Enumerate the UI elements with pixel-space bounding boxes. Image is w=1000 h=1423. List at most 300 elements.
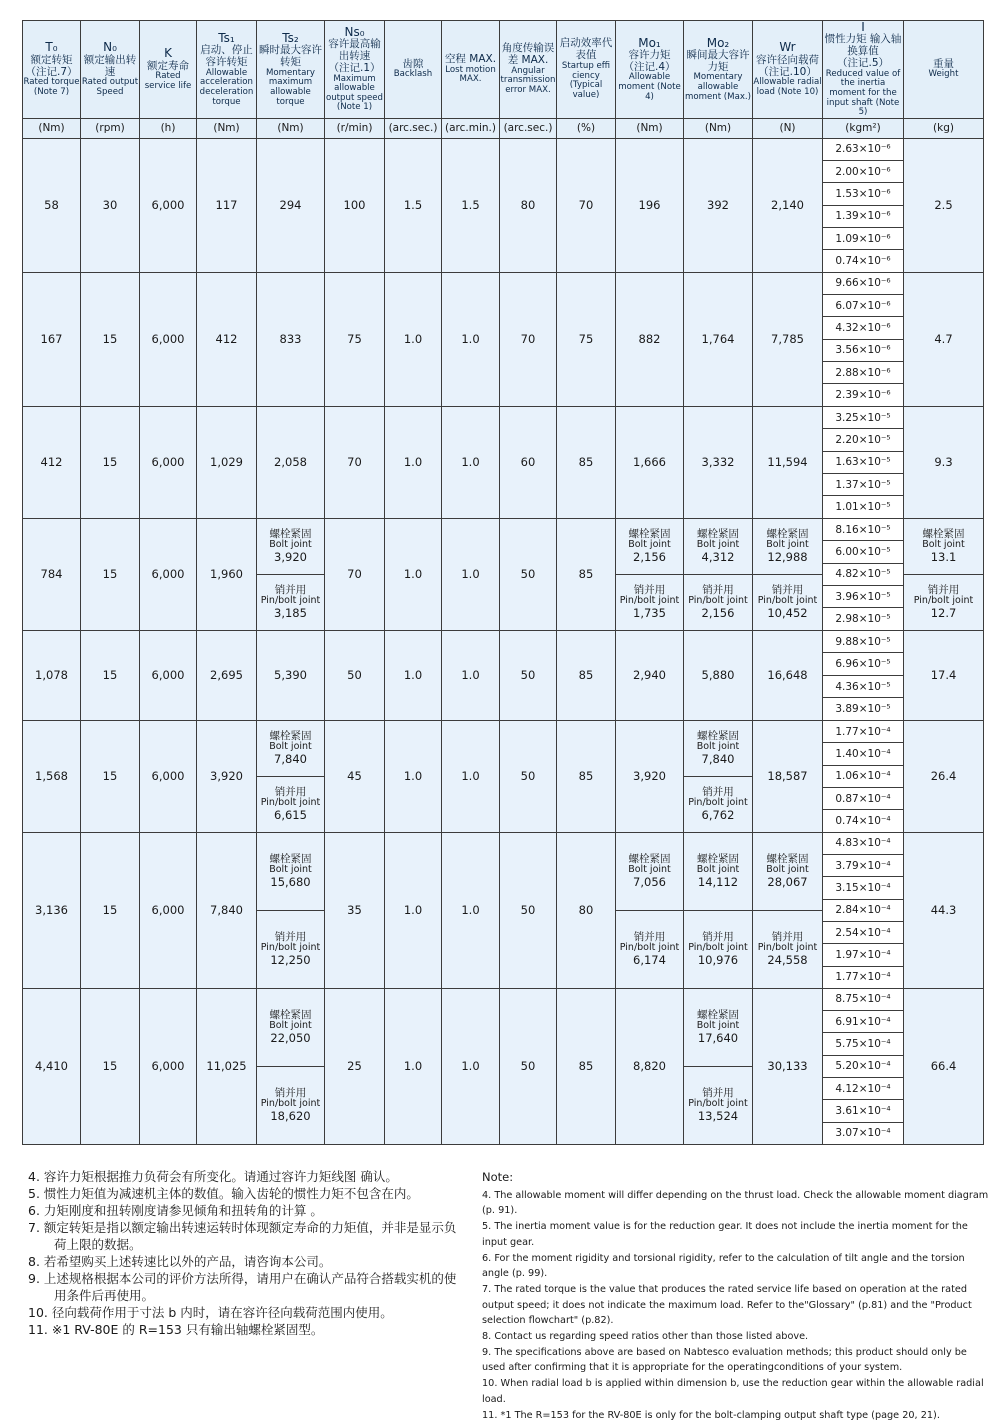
- momentary-moment-cell: 3,332: [684, 406, 753, 518]
- column-header: [23, 21, 81, 119]
- lost-motion-cell: 1.0: [442, 518, 500, 630]
- backlash-cell: 1.0: [385, 406, 442, 518]
- inertia-value: 1.01×10⁻⁵: [823, 496, 903, 517]
- weight-cell: 9.3: [904, 406, 984, 518]
- bolt-value: 7,840: [274, 752, 307, 767]
- inertia-value: 2.39×10⁻⁶: [823, 384, 903, 405]
- inertia-value: 2.88×10⁻⁶: [823, 362, 903, 384]
- angular-error-cell: 60: [500, 406, 557, 518]
- note-zh: 8. 若希望购买上述转速比以外的产品，请咨询本公司。: [28, 1254, 332, 1269]
- lost-motion-cell: 1.0: [442, 630, 500, 720]
- max-speed-cell: 50: [325, 630, 385, 720]
- allowable-moment-cell: 196: [616, 138, 684, 272]
- unit-cell: (arc.sec.): [385, 118, 442, 138]
- spec-table: [22, 20, 984, 1145]
- inertia-value: 9.88×10⁻⁵: [823, 631, 903, 654]
- efficiency-cell: 85: [557, 518, 616, 630]
- pin-label-zh: 销并用: [771, 584, 804, 597]
- inertia-value: 3.96×10⁻⁵: [823, 586, 903, 608]
- unit-cell: (Nm): [684, 118, 753, 138]
- bolt-label-zh: 螺栓紧固: [697, 730, 739, 743]
- bolt-joint-block: [628, 853, 671, 889]
- angular-error-cell: 80: [500, 138, 557, 272]
- weight-cell: 4.7: [904, 272, 984, 406]
- rated-speed-cell: 15: [81, 272, 140, 406]
- efficiency-cell: 70: [557, 138, 616, 272]
- efficiency-cell: 80: [557, 832, 616, 988]
- pin-joint-block: [261, 1087, 320, 1123]
- momentary-moment-cell: [684, 720, 753, 832]
- column-title-en: Momentary allowable moment (Max.): [684, 72, 752, 102]
- bolt-label-zh: 螺栓紧固: [766, 528, 809, 541]
- bolt-joint-block: [697, 1009, 740, 1045]
- allowable-moment-cell: 882: [616, 272, 684, 406]
- service-life-cell: 6,000: [140, 406, 197, 518]
- column-title-zh: 重量: [933, 57, 954, 70]
- rated-torque-cell: 1,568: [23, 720, 81, 832]
- bolt-label-zh: 螺栓紧固: [269, 730, 312, 743]
- pin-joint-block: [261, 584, 320, 620]
- momentary-torque-cell: 2,058: [257, 406, 325, 518]
- bolt-label-en: Bolt joint: [628, 864, 671, 876]
- rated-torque-cell: 4,410: [23, 988, 81, 1144]
- inertia-value: 1.06×10⁻⁴: [823, 766, 903, 788]
- inertia-value: 1.63×10⁻⁵: [823, 452, 903, 474]
- bolt-label-zh: 螺栓紧固: [628, 528, 671, 541]
- pin-joint-block: [261, 931, 320, 967]
- bolt-value: 22,050: [270, 1031, 311, 1046]
- column-note: （注记.10）: [758, 65, 817, 78]
- column-title-en: Startup effi ciency (Typical value): [561, 60, 611, 100]
- inertia-value: 8.16×10⁻⁵: [823, 519, 903, 541]
- pin-value: 12.7: [930, 606, 957, 621]
- service-life-cell: 6,000: [140, 720, 197, 832]
- inertia-value: 5.20×10⁻⁴: [823, 1056, 903, 1078]
- bolt-label-en: Bolt joint: [269, 864, 312, 876]
- pin-label-zh: 销并用: [927, 584, 960, 597]
- column-header: [325, 21, 385, 119]
- radial-load-cell: 30,133: [753, 988, 823, 1144]
- pin-value: 13,524: [697, 1109, 739, 1124]
- column-symbol: K: [164, 46, 172, 61]
- service-life-cell: 6,000: [140, 518, 197, 630]
- column-title-zh: 启动效率代表值: [559, 37, 613, 62]
- inertia-value: 0.74×10⁻⁶: [823, 250, 903, 271]
- bolt-label-zh: 螺栓紧固: [697, 1009, 739, 1022]
- bolt-joint-block: [922, 528, 965, 564]
- accel-torque-cell: 7,840: [197, 832, 257, 988]
- momentary-moment-cell: 1,764: [684, 272, 753, 406]
- table-row: [23, 138, 984, 272]
- bolt-value: 28,067: [767, 875, 808, 890]
- note-en: 11. *1 The R=153 for the RV-80E is only for the bolt-clamping output shaft type (page 20, 21).: [482, 1409, 940, 1421]
- inertia-value: 3.61×10⁻⁴: [823, 1100, 903, 1122]
- pin-label-en: Pin/bolt joint: [757, 595, 818, 607]
- rated-speed-cell: 15: [81, 720, 140, 832]
- inertia-value: 4.83×10⁻⁴: [823, 833, 903, 855]
- note-en: 8. Contact us regarding speed ratios other than those listed above.: [482, 1331, 809, 1343]
- pin-label-en: Pin/bolt joint: [260, 942, 321, 954]
- pin-label-zh: 销并用: [274, 584, 307, 597]
- rated-torque-cell: 3,136: [23, 832, 81, 988]
- accel-torque-cell: 11,025: [197, 988, 257, 1144]
- max-speed-cell: 100: [325, 138, 385, 272]
- rated-torque-cell: 1,078: [23, 630, 81, 720]
- radial-load-cell: 7,785: [753, 272, 823, 406]
- efficiency-cell: 85: [557, 630, 616, 720]
- momentary-torque-cell: [257, 832, 325, 988]
- column-header: [257, 21, 325, 119]
- max-speed-cell: 70: [325, 518, 385, 630]
- radial-load-cell: [753, 518, 823, 630]
- unit-cell: (rpm): [81, 118, 140, 138]
- momentary-torque-cell: 294: [257, 138, 325, 272]
- weight-cell: 2.5: [904, 138, 984, 272]
- pin-label-zh: 销并用: [274, 931, 307, 944]
- notes-chinese: [28, 1168, 458, 1338]
- service-life-cell: 6,000: [140, 832, 197, 988]
- pin-label-zh: 销并用: [771, 931, 804, 944]
- pin-label-en: Pin/bolt joint: [913, 595, 974, 607]
- efficiency-cell: 85: [557, 988, 616, 1144]
- inertia-value: 4.12×10⁻⁴: [823, 1078, 903, 1100]
- column-header: [753, 21, 823, 119]
- column-title-en: Allowable radial load (Note 10): [753, 77, 822, 97]
- column-title-zh: 空程 MAX.: [444, 52, 497, 65]
- table-row: [23, 272, 984, 406]
- column-title-en: Allowable acceleration deceleration torque: [199, 67, 254, 107]
- weight-cell: [904, 518, 984, 630]
- momentary-moment-cell: 392: [684, 138, 753, 272]
- allowable-moment-cell: [616, 832, 684, 988]
- efficiency-cell: 85: [557, 406, 616, 518]
- bolt-label-en: Bolt joint: [922, 539, 965, 551]
- column-symbol: Wr: [779, 40, 796, 55]
- inertia-value: 1.09×10⁻⁶: [823, 228, 903, 250]
- momentary-torque-cell: [257, 988, 325, 1144]
- note-en: 10. When radial load b is applied within dimension b, use the reduction gear within the allowable radial load.: [482, 1378, 984, 1405]
- unit-cell: (N): [753, 118, 823, 138]
- bolt-label-en: Bolt joint: [269, 741, 312, 753]
- pin-label-zh: 销并用: [702, 1087, 734, 1100]
- pin-joint-block: [620, 931, 679, 967]
- bolt-label-zh: 螺栓紧固: [269, 1009, 312, 1022]
- inertia-cell: [823, 832, 904, 988]
- accel-torque-cell: 1,960: [197, 518, 257, 630]
- bolt-joint-block: [697, 853, 740, 889]
- bolt-joint-block: [269, 1009, 312, 1045]
- column-title-en: Maximum allowable output speed (Note 1): [325, 73, 384, 113]
- momentary-torque-cell: [257, 518, 325, 630]
- table-row: [23, 518, 984, 630]
- pin-joint-block: [688, 1087, 747, 1123]
- pin-joint-block: [758, 584, 817, 620]
- column-title-zh: 瞬间最大容许力矩: [686, 48, 750, 73]
- bolt-label-en: Bolt joint: [696, 864, 740, 876]
- inertia-value: 4.82×10⁻⁵: [823, 564, 903, 586]
- accel-torque-cell: 1,029: [197, 406, 257, 518]
- pin-label-en: Pin/bolt joint: [688, 797, 748, 809]
- inertia-value: 4.36×10⁻⁵: [823, 676, 903, 699]
- unit-cell: (kg): [904, 118, 984, 138]
- column-title-en: Rated output Speed: [81, 77, 139, 97]
- inertia-value: 6.07×10⁻⁶: [823, 295, 903, 317]
- rated-speed-cell: 15: [81, 832, 140, 988]
- allowable-moment-cell: 2,940: [616, 630, 684, 720]
- momentary-moment-cell: [684, 988, 753, 1144]
- unit-cell: (%): [557, 118, 616, 138]
- note-zh: 5. 惯性力矩值为减速机主体的数值。输入齿轮的惯性力矩不包含在内。: [28, 1186, 419, 1201]
- pin-joint-block: [620, 584, 679, 620]
- bolt-value: 7,840: [701, 752, 735, 767]
- pin-label-en: Pin/bolt joint: [688, 942, 748, 954]
- column-title-en: Lost motion MAX.: [445, 64, 496, 85]
- bolt-label-en: Bolt joint: [696, 1020, 740, 1032]
- inertia-value: 5.75×10⁻⁴: [823, 1033, 903, 1055]
- radial-load-cell: 11,594: [753, 406, 823, 518]
- bolt-label-zh: 螺栓紧固: [766, 853, 809, 866]
- pin-label-zh: 销并用: [702, 786, 734, 799]
- pin-label-en: Pin/bolt joint: [688, 1098, 748, 1110]
- accel-torque-cell: 117: [197, 138, 257, 272]
- bolt-label-en: Bolt joint: [269, 539, 312, 551]
- bolt-joint-block: [269, 853, 312, 889]
- note-en: 9. The specifications above are based on Nabtesco evaluation methods; this product should only be used after confirming that it is appropriate for the operatingconditions of your system.: [482, 1346, 967, 1374]
- column-symbol: Mo₂: [706, 35, 730, 50]
- column-title-zh: 齿隙: [402, 57, 424, 70]
- table-row: [23, 720, 984, 832]
- efficiency-cell: 75: [557, 272, 616, 406]
- note-zh: 9. 上述规格根据本公司的评价方法所得，请用户在确认产品符合搭载实机的使用条件后再使用。: [28, 1271, 457, 1303]
- column-title-en: Allowable moment (Note 4): [618, 72, 681, 102]
- bolt-joint-block: [269, 730, 312, 766]
- backlash-cell: 1.0: [385, 630, 442, 720]
- column-title-en: Momentary maximum allowable torque: [265, 67, 316, 107]
- bolt-label-zh: 螺栓紧固: [697, 528, 739, 541]
- column-title-zh: 额定转矩: [30, 53, 73, 66]
- header-row: [23, 21, 984, 119]
- pin-label-en: Pin/bolt joint: [757, 942, 818, 954]
- rated-torque-cell: 167: [23, 272, 81, 406]
- pin-joint-block: [688, 584, 747, 620]
- table-row: [23, 630, 984, 720]
- notes-title: Note:: [482, 1170, 514, 1184]
- inertia-cell: [823, 720, 904, 832]
- unit-cell: (Nm): [257, 118, 325, 138]
- pin-value: 1,735: [633, 606, 666, 621]
- bolt-value: 15,680: [270, 875, 311, 890]
- column-title-en: Reduced value of the inertia moment for the input shaft (Note 5): [825, 68, 901, 118]
- bolt-label-zh: 螺栓紧固: [697, 853, 739, 866]
- bolt-label-zh: 螺栓紧固: [922, 528, 965, 541]
- angular-error-cell: 50: [500, 988, 557, 1144]
- column-symbol: Ns₀: [344, 24, 365, 39]
- allowable-moment-cell: 1,666: [616, 406, 684, 518]
- rated-speed-cell: 30: [81, 138, 140, 272]
- pin-value: 12,250: [270, 953, 311, 968]
- column-title-en: Weight: [928, 69, 959, 80]
- pin-value: 18,620: [270, 1109, 311, 1124]
- accel-torque-cell: 412: [197, 272, 257, 406]
- column-symbol: T₀: [45, 40, 58, 55]
- efficiency-cell: 85: [557, 720, 616, 832]
- column-symbol: I: [861, 20, 865, 34]
- lost-motion-cell: 1.0: [442, 988, 500, 1144]
- pin-label-zh: 销并用: [702, 584, 734, 597]
- bolt-value: 7,056: [633, 875, 666, 890]
- column-symbol: Mo₁: [638, 35, 661, 50]
- bolt-label-en: Bolt joint: [766, 864, 809, 876]
- pin-value: 3,185: [274, 606, 307, 621]
- table-row: [23, 988, 984, 1144]
- inertia-value: 2.84×10⁻⁴: [823, 900, 903, 922]
- inertia-value: 1.37×10⁻⁵: [823, 474, 903, 496]
- bolt-label-en: Bolt joint: [766, 539, 809, 551]
- rated-torque-cell: 412: [23, 406, 81, 518]
- rated-torque-cell: 784: [23, 518, 81, 630]
- pin-value: 10,452: [767, 606, 808, 621]
- inertia-value: 1.97×10⁻⁴: [823, 944, 903, 966]
- pin-joint-block: [261, 786, 320, 822]
- pin-label-en: Pin/bolt joint: [619, 942, 680, 954]
- pin-label-en: Pin/bolt joint: [688, 595, 748, 607]
- inertia-value: 0.87×10⁻⁴: [823, 788, 903, 810]
- pin-joint-block: [688, 786, 747, 822]
- accel-torque-cell: 2,695: [197, 630, 257, 720]
- inertia-value: 4.32×10⁻⁶: [823, 317, 903, 339]
- bolt-value: 17,640: [697, 1031, 739, 1046]
- column-title-zh: 容许径向载荷: [756, 53, 819, 66]
- radial-load-cell: 2,140: [753, 138, 823, 272]
- bolt-value: 13.1: [930, 550, 957, 565]
- column-header: [823, 21, 904, 119]
- inertia-value: 6.96×10⁻⁵: [823, 653, 903, 676]
- bolt-joint-block: [697, 528, 740, 564]
- bolt-label-en: Bolt joint: [696, 741, 740, 753]
- rated-speed-cell: 15: [81, 988, 140, 1144]
- pin-label-zh: 销并用: [702, 931, 734, 944]
- backlash-cell: 1.0: [385, 518, 442, 630]
- inertia-value: 8.75×10⁻⁴: [823, 989, 903, 1011]
- pin-value: 6,762: [701, 808, 735, 823]
- note-zh: 7. 额定转矩是指以额定输出转速运转时体现额定寿命的力矩值，并非是显示负荷上限的数据。: [28, 1220, 457, 1252]
- inertia-value: 3.25×10⁻⁵: [823, 407, 903, 429]
- pin-label-en: Pin/bolt joint: [619, 595, 680, 607]
- bolt-label-en: Bolt joint: [696, 539, 740, 551]
- momentary-moment-cell: [684, 832, 753, 988]
- column-title-en: Backlash: [393, 69, 433, 80]
- inertia-value: 3.07×10⁻⁴: [823, 1123, 903, 1144]
- bolt-label-en: Bolt joint: [628, 539, 671, 551]
- bolt-value: 4,312: [701, 550, 735, 565]
- units-row: [23, 118, 984, 138]
- allowable-moment-cell: [616, 518, 684, 630]
- inertia-value: 9.66×10⁻⁶: [823, 273, 903, 295]
- inertia-value: 3.89×10⁻⁵: [823, 698, 903, 720]
- angular-error-cell: 50: [500, 720, 557, 832]
- pin-joint-block: [688, 931, 747, 967]
- inertia-value: 0.74×10⁻⁴: [823, 810, 903, 831]
- pin-label-en: Pin/bolt joint: [260, 797, 321, 809]
- rated-speed-cell: 15: [81, 406, 140, 518]
- bolt-joint-block: [766, 528, 809, 564]
- allowable-moment-cell: 8,820: [616, 988, 684, 1144]
- notes-english: [482, 1170, 990, 1423]
- column-title-zh: 额定输出转速: [83, 53, 137, 78]
- column-title-en: Rated torque (Note 7): [23, 77, 80, 97]
- pin-value: 2,156: [701, 606, 735, 621]
- rated-speed-cell: 15: [81, 630, 140, 720]
- column-header: [684, 21, 753, 119]
- column-header: [904, 21, 984, 119]
- column-symbol: Ts₁: [218, 30, 235, 45]
- weight-cell: 66.4: [904, 988, 984, 1144]
- column-title-zh: 容许力矩: [628, 48, 671, 61]
- inertia-value: 1.39×10⁻⁶: [823, 206, 903, 228]
- unit-cell: (Nm): [197, 118, 257, 138]
- table-row: [23, 406, 984, 518]
- column-title-zh: 惯性力矩 输入轴换算值: [824, 33, 902, 58]
- column-note: （注记.4）: [623, 60, 676, 73]
- angular-error-cell: 50: [500, 518, 557, 630]
- momentary-torque-cell: [257, 720, 325, 832]
- lost-motion-cell: 1.0: [442, 832, 500, 988]
- bolt-label-zh: 螺栓紧固: [269, 853, 312, 866]
- pin-label-en: Pin/bolt joint: [260, 1098, 321, 1110]
- pin-label-zh: 销并用: [633, 584, 666, 597]
- unit-cell: (Nm): [23, 118, 81, 138]
- inertia-value: 1.53×10⁻⁶: [823, 183, 903, 205]
- column-title-en: Angular transmission error MAX.: [500, 65, 556, 95]
- inertia-value: 2.63×10⁻⁶: [823, 139, 903, 161]
- note-en: 7. The rated torque is the value that produces the rated service life based on operation at the rated output speed; it does not indicate the maximum load. Refer to the"Glossary" (p.81) and the "Product selection flowchart" (p.82).: [482, 1283, 972, 1327]
- bolt-joint-block: [269, 528, 312, 564]
- inertia-cell: [823, 272, 904, 406]
- pin-label-zh: 销并用: [274, 1087, 307, 1100]
- column-note: （注记.1）: [328, 61, 381, 74]
- column-header: [197, 21, 257, 119]
- inertia-cell: [823, 630, 904, 720]
- lost-motion-cell: 1.5: [442, 138, 500, 272]
- max-speed-cell: 25: [325, 988, 385, 1144]
- bolt-value: 2,156: [633, 550, 666, 565]
- column-header: [385, 21, 442, 119]
- note-zh: 10. 径向载荷作用于寸法 b 内时，请在容许径向载荷范围内使用。: [28, 1305, 393, 1320]
- bolt-joint-block: [697, 730, 740, 766]
- inertia-cell: [823, 518, 904, 630]
- service-life-cell: 6,000: [140, 988, 197, 1144]
- bolt-joint-block: [766, 853, 809, 889]
- note-zh: 6. 力矩刚度和扭转刚度请参见倾角和扭转角的计算 。: [28, 1203, 323, 1218]
- bolt-joint-block: [628, 528, 671, 564]
- pin-joint-block: [914, 584, 973, 620]
- bolt-value: 12,988: [767, 550, 808, 565]
- bolt-label-en: Bolt joint: [269, 1020, 312, 1032]
- note-en: 4. The allowable moment will differ depending on the thrust load. Check the allowable moment diagram (p. 91).: [482, 1189, 989, 1217]
- unit-cell: (kgm²): [823, 118, 904, 138]
- radial-load-cell: [753, 832, 823, 988]
- unit-cell: (Nm): [616, 118, 684, 138]
- unit-cell: (arc.sec.): [500, 118, 557, 138]
- note-zh: 11. ※1 RV-80E 的 R=153 只有输出轴螺栓紧固型。: [28, 1322, 324, 1337]
- lost-motion-cell: 1.0: [442, 406, 500, 518]
- column-header: [557, 21, 616, 119]
- radial-load-cell: 18,587: [753, 720, 823, 832]
- pin-label-zh: 销并用: [633, 931, 666, 944]
- max-speed-cell: 35: [325, 832, 385, 988]
- pin-joint-block: [758, 931, 817, 967]
- inertia-value: 2.20×10⁻⁵: [823, 429, 903, 451]
